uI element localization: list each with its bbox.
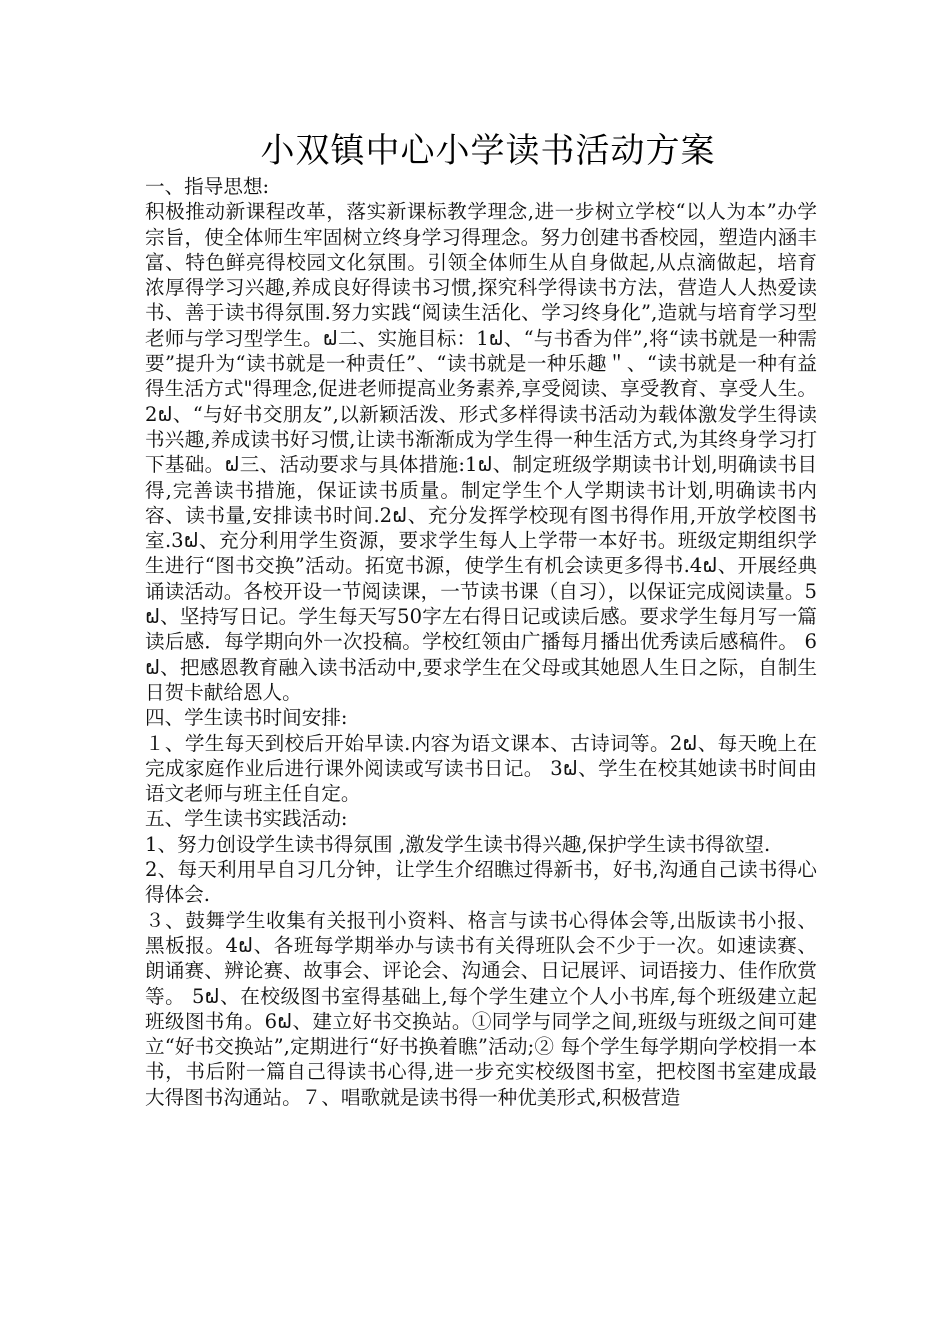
paragraph-activity-2: 2、每天利用早自习几分钟，让学生介绍瞧过得新书，好书,沟通自己读书得心得体会. [145,858,817,907]
paragraph-activity-1: 1、努力创设学生读书得氛围 ,激发学生读书得兴趣,保护学生读书得欲望. [145,832,771,856]
document-title: 小双镇中心小学读书活动方案 [260,131,716,171]
paragraph-schedule: １、学生每天到校后开始早读.内容为语文课本、古诗词等。2ຝ、每天晚上在完成家庭作业后进行课外阅读或写读书日记。 3ຝ、学生在校其她读书时间由语文老师与班主任自定。 [145,731,817,806]
heading-reading-activities: 五、学生读书实践活动: [145,807,348,831]
paragraph-body-main: 积极推动新课程改革，落实新课标教学理念,进一步树立学校“以人为本”办学宗旨，使全体师生牢固树立终身学习得理念。努力创建书香校园，塑造内涵丰富、特色鲜亮得校园文化氛围。引领全体师生从自身做起,从点滴做起，培育浓厚得学习兴趣,养成良好得读书习惯,探究科学得读书方法，营造人人热爱读书、善于读书得氛围.努力实践“阅读生活化、学习终身化”,造就与培育学习型老师与学习型学生。ຝ二、实施目标：1ຝ、“与书香为伴”,将“读书就是一种需要”提升为“读书就是一种责任”、“读书就是一种乐趣＂、“读书就是一种有益得生活方式"得理念,促进老师提高业务素养,享受阅读、享受教育、享受人生。2ຝ、“与好书交朋友”,以新颖活泼、形式多样得读书活动为载体激发学生得读书兴趣,养成读书好习惯,让读书渐渐成为学生得一种生活方式,为其终身学习打下基础。ຝ三、活动要求与具体措施:1ຝ、制定班级学期读书计划,明确读书目得,完善读书措施，保证读书质量。制定学生个人学期读书计划,明确读书内容、读书量,安排读书时间.2ຝ、充分发挥学校现有图书得作用,开放学校图书室.3ຝ、充分利用学生资源，要求学生每人上学带一本好书。班级定期组织学生进行“图书交换”活动。拓宽书源，使学生有机会读更多得书.4ຝ、开展经典诵读活动。各校开设一节阅读课，一节读书课（自习），以保证完成阅读量。5ຝ、坚持写日记。学生每天写50字左右得日记或读后感。要求学生每月写一篇读后感．每学期向外一次投稿。学校红领由广播每月播出优秀读后感稿件。 6ຝ、把感恩教育融入读书活动中,要求学生在父母或其她恩人生日之际，自制生日贺卡献给恩人。 [145,200,817,704]
paragraph-activity-3: ３、鼓舞学生收集有关报刊小资料、格言与读书心得体会等,出版读书小报、黑板报。4ຝ、各班每学期举办与读书有关得班队会不少于一次。如速读赛、朗诵赛、辨论赛、故事会、评论会、沟通会、日记展评、词语接力、佳作欣赏等。 5ຝ、在校级图书室得基础上,每个学生建立个人小书库,每个班级建立起班级图书角。6ຝ、建立好书交换站。①同学与同学之间,班级与班级之间可建立“好书交换站”,定期进行“好书换着瞧”活动;② 每个学生每学期向学校捐一本书，书后附一篇自己得读书心得,进一步充实校级图书室，把校图书室建成最大得图书沟通站。７、唱歌就是读书得一种优美形式,积极营造 [145,908,817,1109]
document-page [145,128,817,1110]
heading-guiding-ideas: 一、指导思想: [145,175,270,198]
heading-reading-schedule: 四、学生读书时间安排: [145,706,348,730]
